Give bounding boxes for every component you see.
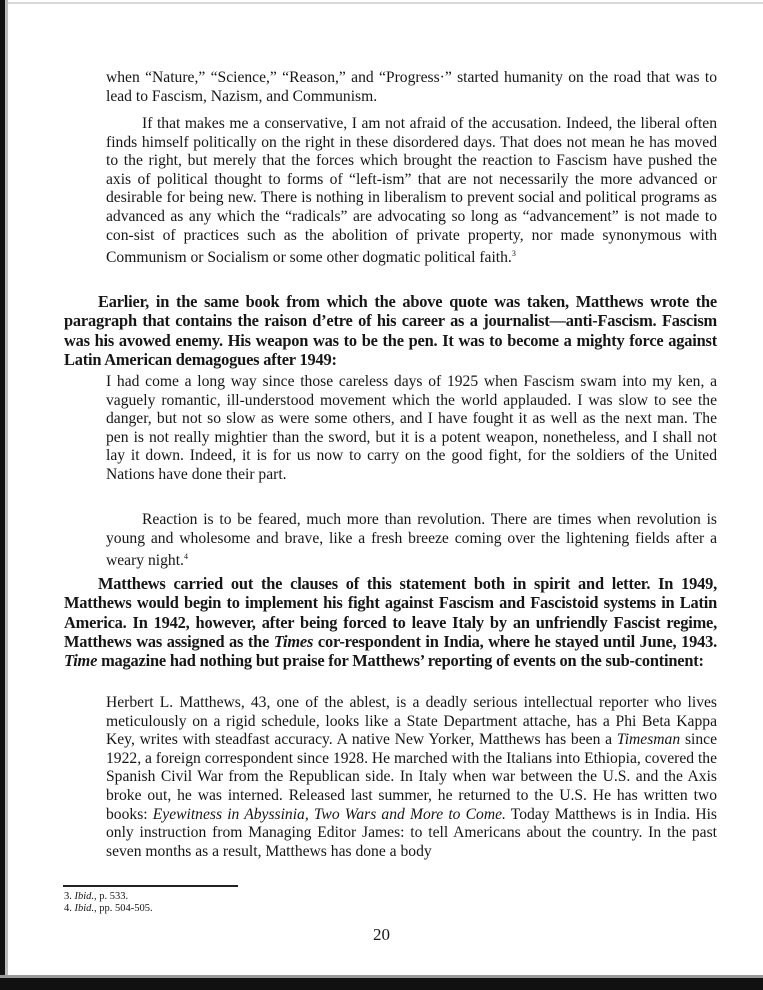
quote3-paragraph [106,694,717,861]
footnote-3-number: 3. [64,891,72,902]
quote1-paragraph2 [106,115,717,268]
body2-times-italic: Times [273,631,314,651]
body2-text-b: cor-respondent in India, where he stayed until June, 1943. [313,631,718,651]
quote1-paragraph1: when “Nature,” “Science,” “Reason,” and “Progress·” started humanity on the road that was to lead to Fascism, Nazism, and Communism. [106,69,717,105]
quote3-books-italic: Eyewitness in Abyssinia, Two Wars and More to Come. [152,805,506,823]
footnote-ref-3: 3 [511,249,516,259]
footnotes [64,891,364,915]
body-paragraph1: Earlier, in the same book from which the above quote was taken, Matthews wrote the paragraph that contains the raison d’etre of his career as a journalist—anti-Fascism. Fascism was his avowed enemy. His weapon was to be the pen. It was to become a mighty force against Latin American demagogues after 1949: [64,292,717,369]
footnote-4-number: 4. [64,903,72,914]
quote2-paragraph1: I had come a long way since those careless days of 1925 when Fascism swam into my ken, a vaguely romantic, ill-understood movement which the world applauded. I was slow to see the danger, but not so slow as were some others, and I have fought it as well as the next man. The pen is not really mightier than the sword, but it is a potent weapon, nonetheless, and I shall not lay it down. Indeed, it is for us now to carry on the good fight, for the soldiers of the United Nations have done their part. [106,373,717,483]
scan-edge-top [0,2,763,4]
body2-text-c: magazine had nothing but praise for Matthews’ reporting of events on the sub-continent: [97,651,704,671]
footnote-4 [64,903,364,915]
footnote-ref-4: 4 [183,552,188,562]
quote2-paragraph2 [106,511,717,571]
quote2-paragraph2-text: Reaction is to be feared, much more than revolution. There are times when revolution is young and wholesome and brave, like a fresh breeze coming over the lightening fields after a weary night. [106,511,717,570]
footnote-3-ibid: Ibid. [74,891,95,902]
footnote-4-ibid: Ibid. [74,903,95,914]
quote3-text-b: since 1922, a foreign correspondent since 1928. He marched with the Italians into Ethiopia, covered the Spanish Civil War from the Republican side. In Italy when war between the U.S. and the Axis broke out, he was interned. Released last summer, he returned to the U.S. He has written two books: [106,731,717,823]
quote3-text-c: Today Matthews is in India. His only instruction from Managing Editor James: to tell Americans about the country. In the past seven months as a result, Matthews has done a body [106,805,717,860]
body2-text-a: Matthews carried out the clauses of this statement both in spirit and letter. In 1949, Matthews would begin to implement his fight against Fascism and Fascistoid systems in Latin America. In 1942, however, after being forced to leave Italy by an unfriendly Fascist regime, Matthews was assigned as the [64,574,717,651]
quote1-paragraph2-text: If that makes me a conservative, I am not afraid of the accusation. Indeed, the liberal often finds himself politically on the right in these disordered days. That does not mean he has moved to the right, but merely that the forces which brought the reaction to Fascism have pushed the axis of political thought to forms of “left-ism” that are not necessarily the more advanced or desirable for being new. There is nothing in liberalism to prevent social and political programs as advanced as any which the “radicals” are advocating so long as “advancement” is not made to con-sist of practices such as the abolition of private property, nor made synonymous with Communism or Socialism or some other dogmatic political faith. [106,115,717,267]
body-paragraph2 [64,574,717,670]
scan-edge-left-shadow [5,0,8,990]
body2-time-italic: Time [64,651,98,671]
quote3-text-a: Herbert L. Matthews, 43, one of the ablest, is a deadly serious intellectual reporter who lives meticulously on a rigid schedule, looks like a State Department attache, has a Phi Beta Kappa Key, writes with steadfast accuracy. A native New Yorker, Matthews has been a [106,694,717,749]
page-number: 20 [373,925,390,944]
footnote-rule [63,885,238,887]
footnote-3 [64,891,364,903]
footnote-4-ref: , pp. 504-505. [94,903,153,914]
scan-edge-bottom [0,978,763,990]
quote3-timesman-italic: Timesman [616,731,681,749]
footnote-3-ref: , p. 533. [94,891,129,902]
